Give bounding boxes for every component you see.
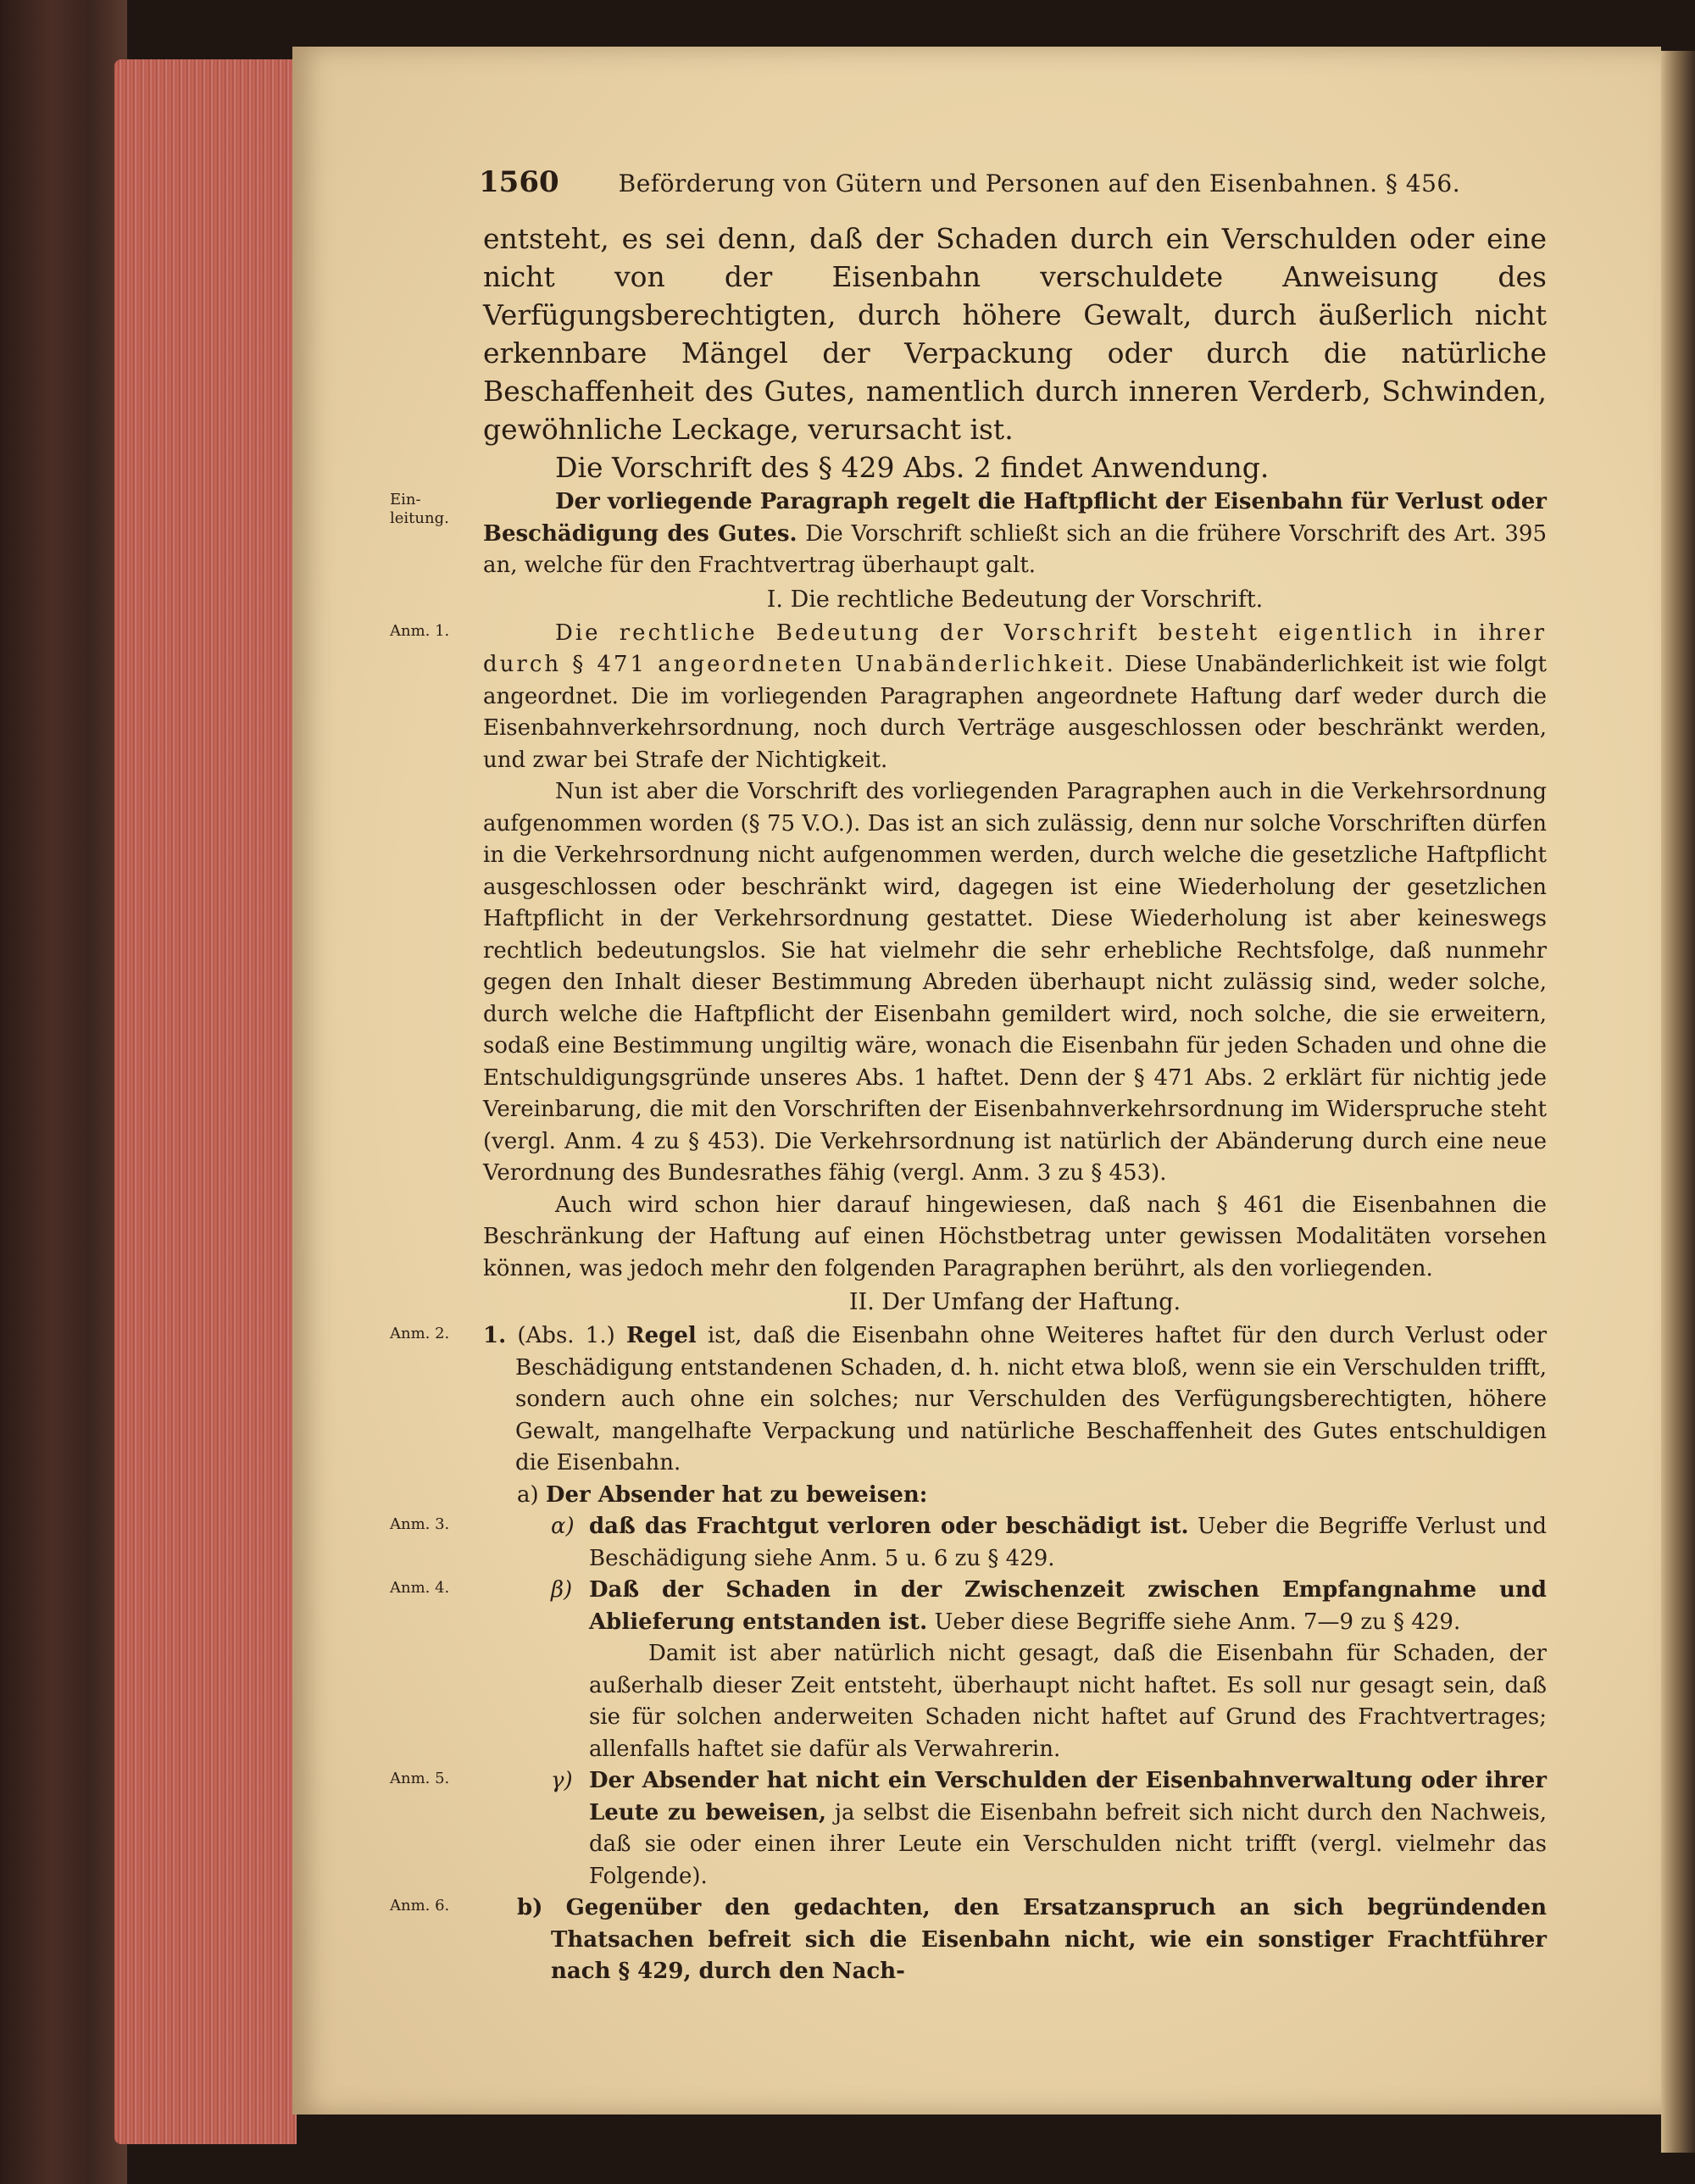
item-1-number: 1. <box>483 1323 507 1348</box>
item-b-paragraph <box>483 1892 1547 1988</box>
anm1-rest: Diese Unabänderlichkeit ist wie folgt angeordnet. Die im vorliegenden Paragraphen angeordnete Haftung darf weder durch die Eisenbahnverkehrsordnung, noch durch Verträge ausgeschlossen oder beschränkt werden, und zwar bei Strafe der Nichtigkeit. <box>483 652 1547 773</box>
item-b-bold: Gegenüber den gedachten, den Ersatzanspruch an sich begründenden Thatsachen befreit sich die Eisenbahn nicht, wie ein sonstiger Frachtführer nach § 429, durch den Nach- <box>551 1895 1547 1984</box>
item-gamma-marker: γ) <box>551 1768 573 1793</box>
item-b-marker: b) <box>517 1895 543 1920</box>
page-number: 1560 <box>479 165 559 199</box>
item-beta-bold: Daß der Schaden in der Zwischenzeit zwischen Empfangnahme und Ablieferung entstanden ist. <box>589 1577 1547 1635</box>
einleitung-rest: Die Vorschrift schließt sich an die frühere Vorschrift des Art. 395 an, welche für den Frachtvertrag überhaupt galt. <box>483 520 1547 578</box>
anm1-block <box>390 618 1547 777</box>
anm1-paragraph <box>483 618 1547 777</box>
heading-section-1: I. Die rechtliche Bedeutung der Vorschrift. <box>766 586 1264 613</box>
margin-note-anm1: Anm. 1. <box>390 621 450 640</box>
item-alpha-marker: α) <box>551 1514 575 1539</box>
item-1-paragraph <box>483 1320 1547 1480</box>
item-1-rest: ist, daß die Eisenbahn ohne Weiteres haftet für den durch Verlust oder Beschädigung entstandenen Schaden, d. h. nicht etwa bloß, wenn sie ein Verschulden trifft, sondern auch ohne ein solches; nur Verschulden des Verfügungsberechtigten, höhere Gewalt, mangelhafte Verpackung und natürliche Beschaffenheit des Gutes entschuldigen die Eisenbahn. <box>515 1323 1548 1475</box>
item-beta-rest: Ueber diese Begriffe siehe Anm. 7—9 zu § 429. <box>927 1609 1461 1635</box>
item-beta-sub-paragraph: Damit ist aber natürlich nicht gesagt, daß die Eisenbahn für Schaden, der außerhalb dieser Zeit entsteht, überhaupt nicht haftet. Es soll nur gesagt sein, daß sie für solchen anderweiten Schaden nicht haftet auf Grund des Frachtvertrages; allenfalls haftet sie dafür als Verwahrerin. <box>589 1641 1547 1762</box>
einleitung-bold: Der vorliegende Paragraph regelt die Haftpflicht der Eisenbahn für Verlust oder Beschädigung des Gutes. <box>483 489 1547 547</box>
heading-section-2: II. Der Umfang der Haftung. <box>848 1289 1181 1315</box>
margin-note-anm2: Anm. 2. <box>390 1325 450 1342</box>
item-alpha-bold: daß das Frachtgut verloren oder beschädigt ist. <box>589 1514 1189 1539</box>
anm6-block <box>390 1892 1547 1988</box>
margin-note-einleitung: Ein- leitung. <box>390 491 449 527</box>
item-gamma-paragraph <box>483 1765 1547 1892</box>
item-gamma-bold: Der Absender hat nicht ein Verschulden der Eisenbahnverwaltung oder ihrer Leute zu beweisen, <box>589 1768 1547 1826</box>
item-a-bold: Der Absender hat zu beweisen: <box>545 1481 928 1508</box>
anm1-spaced: Die rechtliche Bedeutung der Vorschrift besteht eigentlich in ihrer durch § 471 angeordneten Unabänderlichkeit. <box>483 620 1547 677</box>
anm2-block <box>390 1320 1548 1480</box>
anm4-block <box>390 1575 1547 1638</box>
item-beta-paragraph <box>483 1575 1547 1638</box>
page-header <box>479 165 1547 199</box>
anm3-block <box>390 1511 1548 1575</box>
margin-note-anm3: Anm. 3. <box>390 1515 450 1533</box>
statute-text-2: Die Vorschrift des § 429 Abs. 2 findet Anwendung. <box>555 451 1270 484</box>
page-content <box>390 165 1548 1988</box>
item-alpha-paragraph <box>483 1511 1547 1575</box>
item-1-abs: (Abs. 1.) <box>506 1323 626 1348</box>
einleitung-block <box>390 486 1547 582</box>
item-a-paragraph <box>483 1480 1547 1512</box>
page-edges <box>114 59 297 2144</box>
paragraph-auch: Auch wird schon hier darauf hingewiesen, daß nach § 461 die Eisenbahnen die Beschränkung der Haftung auf einen Höchstbetrag unter gewissen Modalitäten vorsehen können, was jedoch mehr den folgenden Paragraphen berührt, als den vorliegenden. <box>483 1192 1547 1281</box>
next-page-edge <box>1661 51 1695 2153</box>
item-a-marker: a) <box>517 1481 539 1508</box>
item-alpha-rest: Ueber die Begriffe Verlust und Beschädigung siehe Anm. 5 u. 6 zu § 429. <box>589 1514 1548 1571</box>
paragraph-nun: Nun ist aber die Vorschrift des vorliegenden Paragraphen auch in die Verkehrsordnung aufgenommen worden (§ 75 V.O.). Das ist an sich zulässig, denn nur solche Vorschriften dürfen in die Verkehrsordnung nicht aufgenommen werden, durch welche die gesetzliche Haftpflicht ausgeschlossen oder beschränkt wird, dagegen ist eine Wiederholung der gesetzlichen Haftpflicht in der Verkehrsordnung gestattet. Diese Wiederholung ist aber keineswegs rechtlich bedeutungslos. Sie hat vielmehr die sehr erhebliche Rechtsfolge, daß nunmehr gegen den Inhalt dieser Bestimmung Abreden überhaupt nicht zulässig sind, weder solche, durch welche die Haftpflicht der Eisenbahn gemildert wird, noch solche, die sie erweitern, sodaß eine Bestimmung ungiltig wäre, wonach die Eisenbahn für jeden Schaden und ohne die Entschuldigungsgründe unseres Abs. 1 haftet. Denn der § 471 Abs. 2 erklärt für nichtig jede Vereinbarung, die mit den Vorschriften der Eisenbahnverkehrsordnung im Widerspruche steht (vergl. Anm. 4 zu § 453). Die Verkehrsordnung ist natürlich der Abänderung durch eine neue Verordnung des Bundesrathes fähig (vergl. Anm. 3 zu § 453). <box>483 779 1547 1186</box>
item-beta-marker: β) <box>551 1577 573 1603</box>
book-cover-left <box>0 0 127 2184</box>
anm5-block <box>390 1765 1547 1892</box>
margin-note-anm5: Anm. 5. <box>390 1770 450 1787</box>
running-head: Beförderung von Gütern und Personen auf den Eisenbahnen. § 456. <box>618 169 1461 197</box>
item-gamma-rest: ja selbst die Eisenbahn befreit sich nicht durch den Nachweis, daß sie oder einen ihrer Leute ein Verschulden nicht trifft (vergl. vielmehr das Folgende). <box>589 1799 1547 1889</box>
item-1-bold: Regel <box>625 1323 697 1348</box>
margin-note-anm6: Anm. 6. <box>390 1897 450 1914</box>
margin-note-anm4: Anm. 4. <box>390 1579 450 1597</box>
statute-text: entsteht, es sei denn, daß der Schaden durch ein Verschulden oder eine nicht von der Eisenbahn verschuldete Anweisung des Verfügungsberechtigten, durch höhere Gewalt, durch äußerlich nicht erkennbare Mängel der Verpackung oder durch die natürliche Beschaffenheit des Gutes, namentlich durch inneren Verderb, Schwinden, gewöhnliche Leckage, verursacht ist. <box>483 222 1547 446</box>
einleitung-paragraph <box>483 486 1547 582</box>
